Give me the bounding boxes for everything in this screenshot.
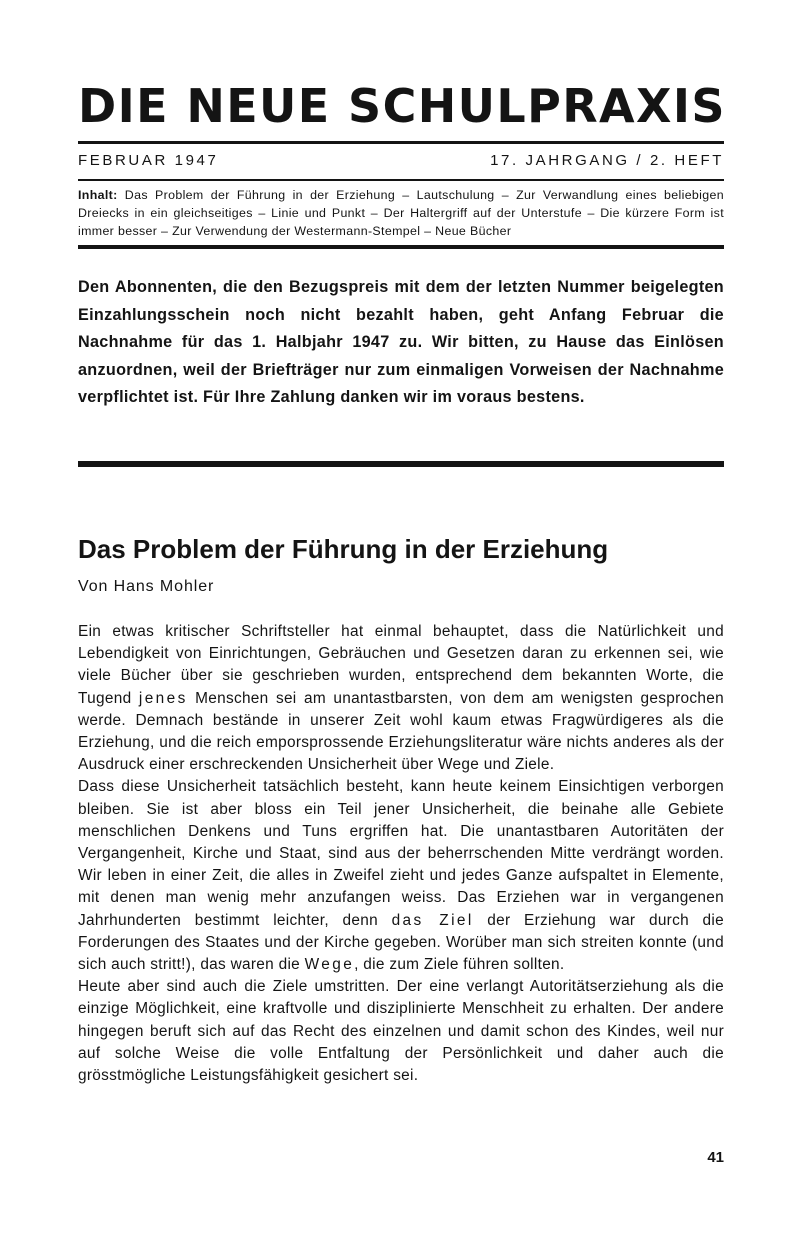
spaced-emphasis: Wege bbox=[304, 956, 355, 974]
spaced-emphasis: das Ziel bbox=[391, 911, 474, 929]
table-of-contents bbox=[78, 186, 724, 240]
issue-volume-number: 17. JAHRGANG / 2. HEFT bbox=[490, 152, 724, 169]
text-run: Ein etwas kritischer Schriftsteller hat einmal behauptet, dass die Natürlichkeit und Lebendigkeit von Einrichtungen, Gebräuchen und Gesetzen daran zu erkennen sei, wie viele Bücher über sie geschrieben wurden, entsprechend dem bekannten Worte, die Tugend bbox=[78, 623, 724, 707]
article-paragraph bbox=[78, 776, 724, 976]
article-paragraph: Heute aber sind auch die Ziele umstritten. Der eine verlangt Autoritätserziehung als die einzige Möglichkeit, eine kraftvolle und disziplinierte Menschheit zu erhalten. Der andere hingegen beruft sich auf das Recht des einzelnen und damit schon des Kindes, weil nur auf solche Weise die volle Entfaltung der Persönlichkeit und daher auch die grösstmögliche Leistungsfähigkeit gesichert sei. bbox=[78, 978, 724, 1085]
contents-rule bbox=[78, 245, 724, 249]
article-title: Das Problem der Führung in der Erziehung bbox=[78, 534, 609, 564]
article-paragraph bbox=[78, 621, 724, 776]
masthead-rule bbox=[78, 141, 724, 144]
text-run: , die zum Ziele führen sollten. bbox=[354, 956, 565, 974]
text-run: Dass diese Unsicherheit tatsächlich besteht, kann heute keinem Einsichtigen verborgen bleiben. Sie ist aber bloss ein Teil jener Unsicherheit, die beinahe alle Gebiete menschlichen Denkens und Tuns ergriffen hat. Die unantastbaren Autoritäten der Vergangenheit, Kirche und Staat, sind aus der beherrschenden Mitte verdrängt worden. Wir leben in einer Zeit, die alles in Zweifel zieht und jedes Ganze aufspaltet in Elemente, mit denen man wenig mehr anzufangen weiss. Das Erziehen war in vergangenen Jahrhunderten bestimmt leichter, denn bbox=[78, 778, 724, 929]
subscriber-notice: Den Abonnenten, die den Bezugspreis mit dem der letzten Nummer beigelegten Einzahlungsschein noch nicht bezahlt haben, geht Anfang Februar die Nachnahme für das 1. Halbjahr 1947 zu. Wir bitten, zu Hause das Einlösen anzuordnen, weil der Briefträger nur zum einmaligen Vorweisen der Nachnahme verpflichtet ist. Für Ihre Zahlung danken wir im voraus bestens. bbox=[78, 278, 724, 407]
issue-dateline bbox=[78, 152, 724, 170]
page-number: 41 bbox=[707, 1149, 724, 1166]
text-run: Menschen sei am unantastbarsten, von dem am wenigsten gesprochen werde. Demnach bestände in unserer Zeit wohl kaum etwas Fragwürdigeres als die Erziehung, und die reich emporsprossende Erziehungsliteratur wäre nichts anderes als der Ausdruck einer erschreckenden Unsicherheit über Wege und Ziele. bbox=[78, 689, 724, 774]
text-run: der Erziehung war durch die Forderungen des Staates und der Kirche gegeben. Worüber man sich streiten konnte (und sich auch stritt!), das waren die bbox=[78, 911, 724, 974]
issue-date: FEBRUAR 1947 bbox=[78, 152, 219, 169]
contents-label: Inhalt: bbox=[78, 188, 118, 202]
contents-list: Das Problem der Führung in der Erziehung – Lautschulung – Zur Verwandlung eines beliebigen Dreiecks in ein gleichseitiges – Linie und Punkt – Der Haltergriff auf der Unterstufe – Die kürzere Form ist immer besser – Zur Verwendung der Westermann-Stempel – Neue Bücher bbox=[78, 188, 724, 238]
article-author: Von Hans Mohler bbox=[78, 578, 215, 595]
dateline-rule bbox=[78, 179, 724, 181]
journal-masthead-title: DIE NEUE SCHULPRAXIS bbox=[78, 79, 726, 133]
article-body bbox=[78, 621, 724, 1087]
notice-rule bbox=[78, 461, 724, 467]
spaced-emphasis: jenes bbox=[138, 689, 188, 707]
